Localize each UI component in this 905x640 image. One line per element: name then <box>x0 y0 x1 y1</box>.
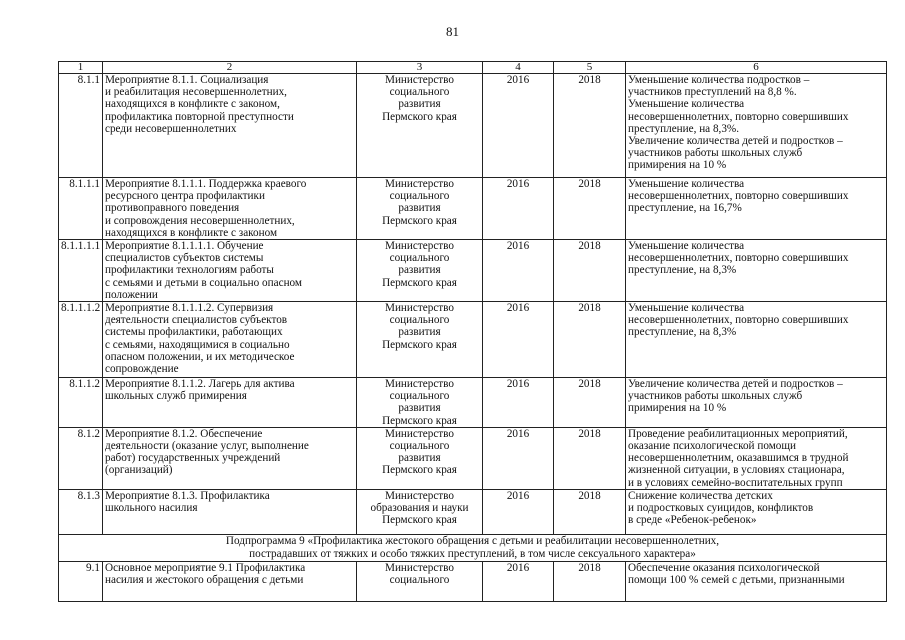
table-row <box>59 74 887 178</box>
executor-cell <box>357 302 483 378</box>
cell-line: профилактика повторной преступности <box>105 110 294 123</box>
cell-line: Увеличение количества детей и подростков – <box>628 378 843 391</box>
end-year-cell: 2018 <box>554 302 626 378</box>
cell-line: несовершеннолетних, повторно совершивших <box>628 110 849 123</box>
measure-name-cell <box>103 427 357 489</box>
end-year-cell: 2018 <box>554 489 626 534</box>
measure-number-cell: 8.1.1 <box>59 74 103 178</box>
cell-line: социального <box>389 314 450 327</box>
cell-line: и в условиях семейно-воспитательных групп <box>628 476 843 489</box>
cell-line: развития <box>398 402 441 415</box>
cell-line: ресурсного центра профилактики <box>105 190 265 203</box>
column-number: 3 <box>357 62 483 74</box>
cell-line: примирения на 10 % <box>628 402 727 415</box>
cell-line: несовершеннолетних, повторно совершивших <box>628 314 849 327</box>
executor-cell <box>357 240 483 302</box>
cell-line: находящихся в конфликте с законом <box>105 226 278 239</box>
measures-table <box>58 61 887 602</box>
cell-line: работ) государственных учреждений <box>105 452 281 465</box>
cell-line: оказание психологической помощи <box>628 440 796 453</box>
cell-line: развития <box>398 202 441 215</box>
cell-line: Увеличение количества детей и подростков – <box>628 135 843 148</box>
table-row <box>59 427 887 489</box>
cell-line: Уменьшение количества <box>628 98 745 111</box>
table-row <box>59 561 887 601</box>
measure-name-cell <box>103 378 357 428</box>
measure-name-cell <box>103 561 357 601</box>
cell-line: Пермского края <box>382 276 457 289</box>
cell-line: профилактики технологиям работы <box>105 264 274 277</box>
table-row <box>59 302 887 378</box>
cell-line: социального <box>389 190 450 203</box>
cell-line: Министерство <box>385 427 454 440</box>
cell-line: несовершеннолетних, повторно совершивших <box>628 252 849 265</box>
cell-line: Уменьшение количества <box>628 302 745 315</box>
cell-line: участников работы школьных служб <box>628 390 803 403</box>
cell-line: сопровождение <box>105 363 179 376</box>
start-year-cell: 2016 <box>483 240 554 302</box>
start-year-cell: 2016 <box>483 302 554 378</box>
table-row <box>59 489 887 534</box>
cell-line: Министерство <box>385 74 454 86</box>
cell-line: преступление, на 8,3% <box>628 326 737 339</box>
cell-line: социального <box>389 86 450 99</box>
cell-line: школьных служб примирения <box>105 390 247 403</box>
expected-result-cell <box>626 302 887 378</box>
cell-line: образования и науки <box>370 502 469 515</box>
executor-cell <box>357 178 483 240</box>
measure-name-cell <box>103 302 357 378</box>
cell-line: несовершеннолетним, оказавшимся в трудной <box>628 452 849 465</box>
cell-line: опасном положении, и их методическое <box>105 350 295 363</box>
start-year-cell: 2016 <box>483 74 554 178</box>
cell-line: участников преступлений на 8,8 %. <box>628 86 797 99</box>
executor-cell <box>357 74 483 178</box>
measure-name-cell <box>103 74 357 178</box>
column-number: 6 <box>626 62 887 74</box>
cell-line: Мероприятие 8.1.1. Социализация <box>105 74 269 86</box>
measure-number-cell: 8.1.1.1.2 <box>59 302 103 378</box>
expected-result-cell <box>626 489 887 534</box>
measure-number-cell: 8.1.1.1.1 <box>59 240 103 302</box>
page-number: 81 <box>446 24 459 39</box>
cell-line: Пермского края <box>382 214 457 227</box>
table-row <box>59 378 887 428</box>
expected-result-cell <box>626 427 887 489</box>
cell-line: Мероприятие 8.1.1.1.2. Супервизия <box>105 302 274 315</box>
column-number: 5 <box>554 62 626 74</box>
cell-line: положении <box>105 288 158 301</box>
start-year-cell: 2016 <box>483 178 554 240</box>
measure-name-cell <box>103 178 357 240</box>
subprogram-heading-row <box>59 534 887 561</box>
cell-line: преступление, на 8,3% <box>628 264 737 277</box>
cell-line: и реабилитация несовершеннолетних, <box>105 86 287 99</box>
column-number-row <box>59 62 887 74</box>
cell-line: школьного насилия <box>105 502 198 515</box>
cell-line: Мероприятие 8.1.1.1.1. Обучение <box>105 240 264 253</box>
measure-number-cell: 8.1.1.1 <box>59 178 103 240</box>
cell-line: примирения на 10 % <box>628 159 727 172</box>
cell-line: Министерство <box>385 240 454 253</box>
measure-name-cell <box>103 489 357 534</box>
cell-line: насилия и жестокого обращения с детьми <box>105 574 304 587</box>
cell-line: Министерство <box>385 178 454 190</box>
measure-number-cell: 8.1.3 <box>59 489 103 534</box>
executor-cell <box>357 378 483 428</box>
cell-line: Министерство <box>385 489 454 502</box>
cell-line: Мероприятие 8.1.3. Профилактика <box>105 489 270 502</box>
cell-line: Пермского края <box>382 110 457 123</box>
measure-number-cell: 9.1 <box>59 561 103 601</box>
cell-line: Мероприятие 8.1.1.2. Лагерь для актива <box>105 378 295 391</box>
executor-cell <box>357 561 483 601</box>
cell-line: системы профилактики, работающих <box>105 326 283 339</box>
cell-line: Пермского края <box>382 414 457 427</box>
end-year-cell: 2018 <box>554 561 626 601</box>
subprogram-heading <box>59 534 887 561</box>
table-row <box>59 178 887 240</box>
expected-result-cell <box>626 378 887 428</box>
expected-result-cell <box>626 178 887 240</box>
cell-line: помощи 100 % семей с детьми, признанными <box>628 574 845 587</box>
cell-line: с семьями и детьми в социально опасном <box>105 276 303 289</box>
cell-line: Мероприятие 8.1.1.1. Поддержка краевого <box>105 178 307 190</box>
start-year-cell: 2016 <box>483 561 554 601</box>
cell-line: жизненной ситуации, в условиях стационара, <box>628 464 845 477</box>
cell-line: Мероприятие 8.1.2. Обеспечение <box>105 427 263 440</box>
column-number: 4 <box>483 62 554 74</box>
cell-line: Проведение реабилитационных мероприятий, <box>628 427 848 440</box>
measure-name-cell <box>103 240 357 302</box>
cell-line: социального <box>389 574 450 587</box>
measure-number-cell: 8.1.1.2 <box>59 378 103 428</box>
cell-line: Пермского края <box>382 514 457 527</box>
cell-line: участников работы школьных служб <box>628 147 803 160</box>
column-number: 2 <box>103 62 357 74</box>
cell-line: в среде «Ребенок-ребенок» <box>628 514 757 527</box>
cell-line: Уменьшение количества подростков – <box>628 74 810 86</box>
cell-line: Министерство <box>385 302 454 315</box>
expected-result-cell <box>626 240 887 302</box>
cell-line: социального <box>389 252 450 265</box>
cell-line: и сопровождения несовершеннолетних, <box>105 214 295 227</box>
end-year-cell: 2018 <box>554 74 626 178</box>
cell-line: социального <box>389 390 450 403</box>
start-year-cell: 2016 <box>483 378 554 428</box>
cell-line: социального <box>389 440 450 453</box>
cell-line: среди несовершеннолетних <box>105 122 237 135</box>
table-row <box>59 240 887 302</box>
cell-line: находящихся в конфликте с законом, <box>105 98 280 111</box>
cell-line: Министерство <box>385 378 454 391</box>
cell-line: пострадавших от тяжких и особо тяжких преступлений, в том числе сексуального характера» <box>249 547 696 560</box>
start-year-cell: 2016 <box>483 427 554 489</box>
column-number: 1 <box>59 62 103 74</box>
cell-line: Уменьшение количества <box>628 178 745 190</box>
cell-line: Пермского края <box>382 338 457 351</box>
cell-line: несовершеннолетних, повторно совершивших <box>628 190 849 203</box>
cell-line: с семьями, находящимися в социально <box>105 338 290 351</box>
cell-line: Пермского края <box>382 464 457 477</box>
cell-line: развития <box>398 452 441 465</box>
end-year-cell: 2018 <box>554 378 626 428</box>
measure-number-cell: 8.1.2 <box>59 427 103 489</box>
cell-line: Министерство <box>385 561 454 574</box>
executor-cell <box>357 427 483 489</box>
cell-line: преступление, на 16,7% <box>628 202 742 215</box>
cell-line: (организаций) <box>105 464 173 477</box>
cell-line: развития <box>398 98 441 111</box>
cell-line: Снижение количества детских <box>628 489 773 502</box>
cell-line: Уменьшение количества <box>628 240 745 253</box>
expected-result-cell <box>626 74 887 178</box>
cell-line: преступление, на 8,3%. <box>628 122 740 135</box>
cell-line: противоправного поведения <box>105 202 240 215</box>
end-year-cell: 2018 <box>554 240 626 302</box>
cell-line: Основное мероприятие 9.1 Профилактика <box>105 561 306 574</box>
expected-result-cell <box>626 561 887 601</box>
executor-cell <box>357 489 483 534</box>
cell-line: и подростковых суицидов, конфликтов <box>628 502 814 515</box>
cell-line: развития <box>398 326 441 339</box>
cell-line: развития <box>398 264 441 277</box>
end-year-cell: 2018 <box>554 178 626 240</box>
cell-line: специалистов субъектов системы <box>105 252 264 265</box>
cell-line: Обеспечение оказания психологической <box>628 561 820 574</box>
cell-line: деятельности специалистов субъектов <box>105 314 288 327</box>
cell-line: Подпрограмма 9 «Профилактика жестокого обращения с детьми и реабилитации несовершеннолетних, <box>225 534 720 547</box>
end-year-cell: 2018 <box>554 427 626 489</box>
start-year-cell: 2016 <box>483 489 554 534</box>
cell-line: деятельности (оказание услуг, выполнение <box>105 440 309 453</box>
